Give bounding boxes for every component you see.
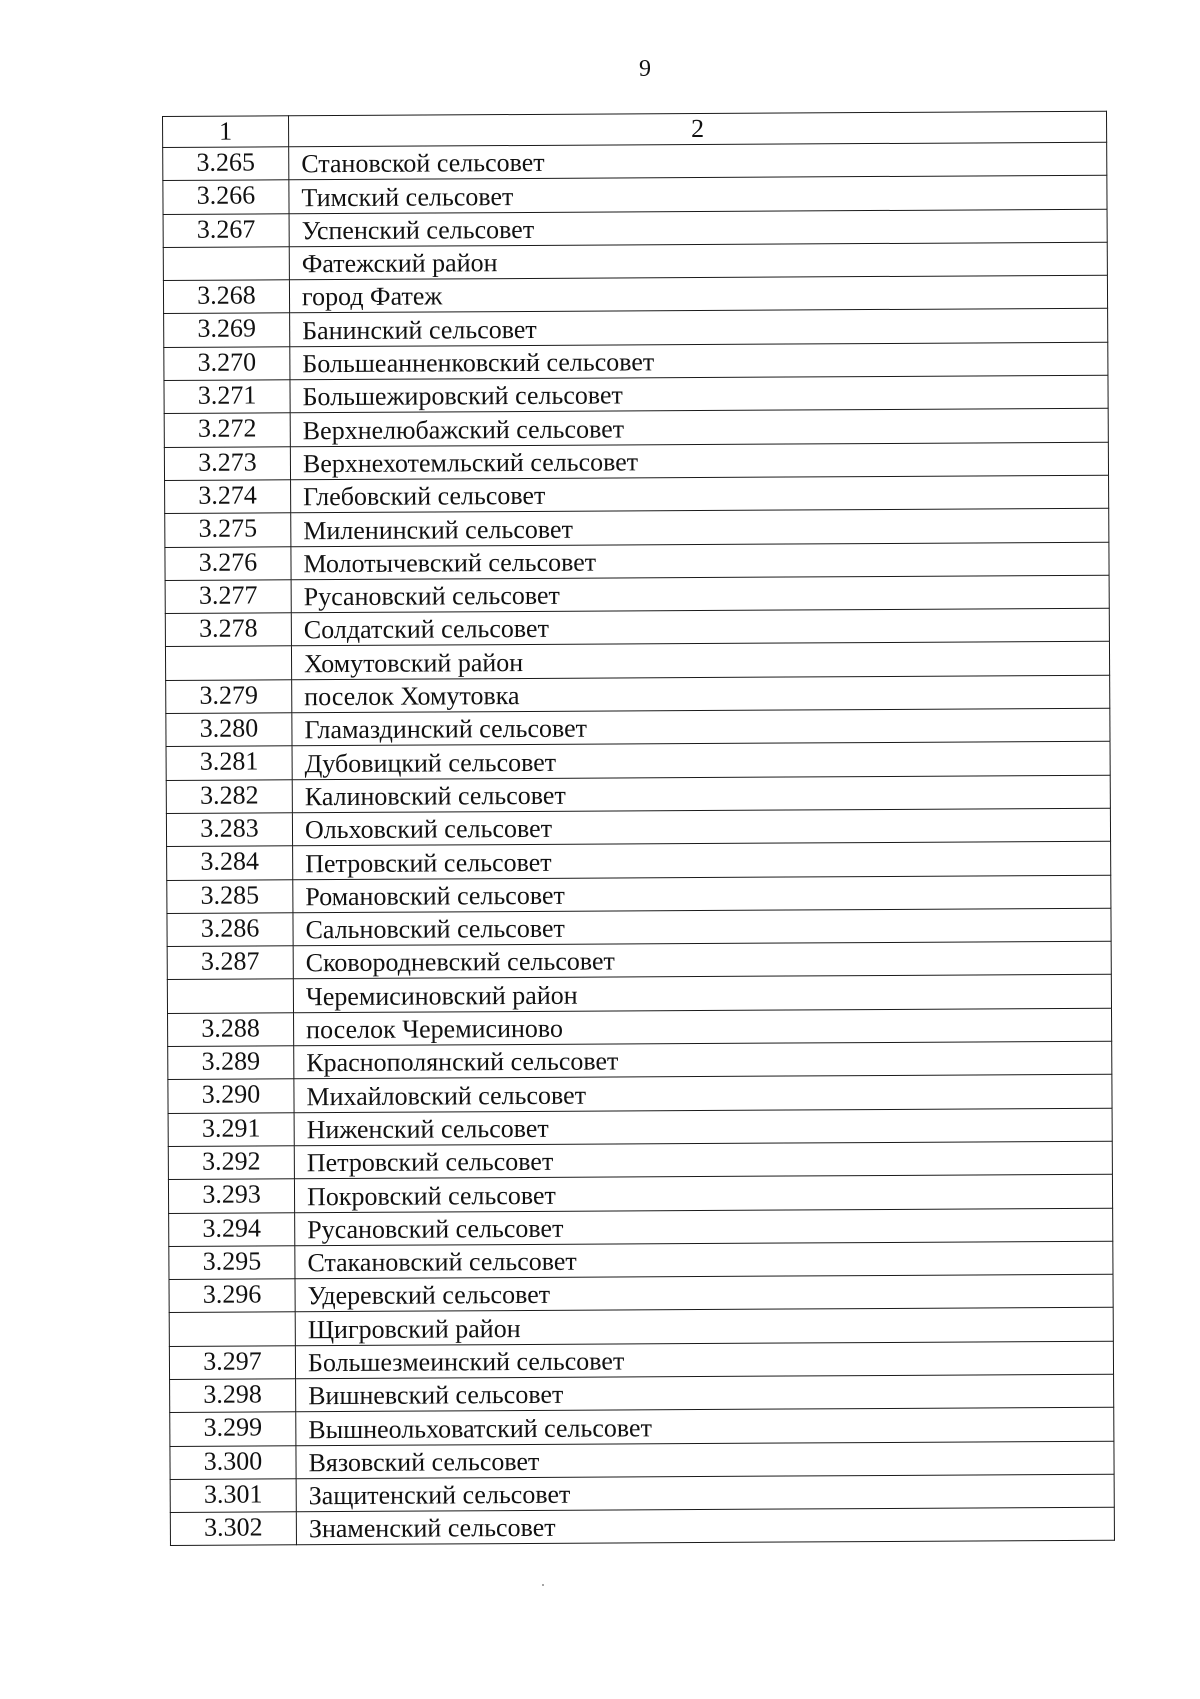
- table-row: [168, 1008, 1112, 1047]
- table-row: [168, 1075, 1112, 1114]
- column-header-number: 1: [163, 116, 289, 148]
- municipality-name: Солдатский сельсовет: [291, 608, 1109, 646]
- municipality-name: Миленинский сельсовет: [291, 508, 1109, 546]
- row-number: 3.296: [169, 1279, 295, 1313]
- row-number: 3.277: [165, 580, 291, 614]
- municipality-name: Защитенский сельсовет: [296, 1474, 1114, 1512]
- table-row: [165, 575, 1109, 614]
- table-row: [169, 1274, 1113, 1313]
- table-row: [168, 1174, 1112, 1213]
- table-row: [165, 475, 1109, 514]
- table-row: [166, 742, 1110, 781]
- municipality-name: Сальновский сельсовет: [293, 908, 1111, 946]
- municipality-name: Романовский сельсовет: [293, 875, 1111, 913]
- row-number: 3.286: [167, 913, 293, 947]
- municipality-name: Петровский сельсовет: [294, 1141, 1112, 1179]
- municipality-name: Глебовский сельсовет: [291, 475, 1109, 513]
- table-row: [166, 808, 1110, 847]
- row-number: 3.282: [166, 779, 292, 813]
- table-row: [170, 1441, 1114, 1480]
- row-number: 3.274: [165, 480, 291, 514]
- row-number: 3.287: [167, 946, 293, 980]
- row-number: 3.279: [166, 680, 292, 714]
- municipality-name: Вишневский сельсовет: [296, 1374, 1114, 1412]
- table-row: [168, 1141, 1112, 1180]
- row-number: 3.302: [170, 1512, 296, 1546]
- row-number: 3.280: [166, 713, 292, 747]
- district-name: Фатежский район: [289, 242, 1107, 280]
- municipality-name: Вязовский сельсовет: [296, 1441, 1114, 1479]
- table-row: [166, 775, 1110, 814]
- municipality-name: Покровский сельсовет: [294, 1174, 1112, 1212]
- municipality-name: Петровский сельсовет: [293, 841, 1111, 879]
- municipality-name: Ниженский сельсовет: [294, 1108, 1112, 1146]
- row-number: 3.273: [164, 446, 290, 480]
- table-row: [164, 342, 1108, 381]
- table-row: [164, 309, 1108, 348]
- table-row: [166, 675, 1110, 714]
- municipality-name: Верхнехотемльский сельсовет: [290, 442, 1108, 480]
- table-row: [164, 409, 1108, 448]
- row-number: 3.293: [168, 1179, 294, 1213]
- row-number: 3.299: [170, 1412, 296, 1446]
- municipality-name: Русановский сельсовет: [295, 1208, 1113, 1246]
- municipality-name: Михайловский сельсовет: [294, 1075, 1112, 1113]
- table-row: [164, 442, 1108, 481]
- municipality-name: Тимский сельсовет: [289, 176, 1107, 214]
- table-row: [167, 841, 1111, 880]
- municipalities-table: [162, 111, 1115, 1547]
- row-number: 3.294: [169, 1212, 295, 1246]
- table-row: [163, 176, 1107, 215]
- municipality-name: Большеанненковский сельсовет: [290, 342, 1108, 380]
- table-row: [170, 1474, 1114, 1513]
- row-number: 3.290: [168, 1079, 294, 1113]
- row-number: 3.300: [170, 1445, 296, 1479]
- row-number: 3.265: [163, 147, 289, 181]
- table-row: [167, 908, 1111, 947]
- municipality-name: Успенский сельсовет: [289, 209, 1107, 247]
- row-number: 3.272: [164, 413, 290, 447]
- column-header-name: 2: [289, 111, 1107, 147]
- row-number: 3.284: [167, 846, 293, 880]
- scan-speck: [542, 1584, 544, 1586]
- table-row: [164, 375, 1108, 414]
- table-row: [170, 1407, 1114, 1446]
- table-row: [170, 1374, 1114, 1413]
- table-row: [168, 1108, 1112, 1147]
- table-row: [163, 209, 1107, 248]
- municipality-name: Становской сельсовет: [289, 142, 1107, 180]
- row-number: 3.288: [168, 1012, 294, 1046]
- table-body: [163, 111, 1115, 1546]
- municipality-name: Сковородневский сельсовет: [293, 941, 1111, 979]
- page-number: 9: [639, 56, 651, 82]
- row-number: 3.292: [168, 1146, 294, 1180]
- municipality-name: поселок Черемисиново: [294, 1008, 1112, 1046]
- table-row: [168, 1041, 1112, 1080]
- table-row: [167, 941, 1111, 980]
- municipality-name: Удеревский сельсовет: [295, 1274, 1113, 1312]
- municipality-name: город Фатеж: [289, 275, 1107, 313]
- district-name: Хомутовский район: [291, 642, 1109, 680]
- municipality-name: поселок Хомутовка: [292, 675, 1110, 713]
- municipality-name: Банинский сельсовет: [290, 309, 1108, 347]
- municipality-name: Стакановский сельсовет: [295, 1241, 1113, 1279]
- table-row: [167, 875, 1111, 914]
- district-heading-row: [163, 242, 1107, 281]
- row-number: 3.271: [164, 380, 290, 414]
- row-number: 3.268: [163, 280, 289, 314]
- table-row: [163, 142, 1107, 181]
- table-row: [169, 1241, 1113, 1280]
- table-row: [165, 508, 1109, 547]
- district-heading-row: [165, 642, 1109, 681]
- table-row: [170, 1507, 1114, 1546]
- district-name: Щигровский район: [295, 1308, 1113, 1346]
- row-number: [169, 1312, 295, 1346]
- municipality-name: Вышнеольховатский сельсовет: [296, 1407, 1114, 1445]
- municipality-name: Знаменский сельсовет: [296, 1507, 1114, 1545]
- row-number: 3.289: [168, 1046, 294, 1080]
- row-number: 3.270: [164, 347, 290, 381]
- row-number: 3.266: [163, 180, 289, 214]
- municipality-name: Калиновский сельсовет: [292, 775, 1110, 813]
- municipality-name: Верхнелюбажский сельсовет: [290, 409, 1108, 447]
- table-row: [165, 608, 1109, 647]
- district-heading-row: [169, 1308, 1113, 1347]
- row-number: 3.269: [164, 313, 290, 347]
- row-number: 3.278: [165, 613, 291, 647]
- district-heading-row: [167, 975, 1111, 1014]
- municipality-name: Дубовицкий сельсовет: [292, 742, 1110, 780]
- row-number: 3.285: [167, 879, 293, 913]
- municipality-name: Большежировский сельсовет: [290, 375, 1108, 413]
- municipality-name: Ольховский сельсовет: [292, 808, 1110, 846]
- table-row: [169, 1208, 1113, 1247]
- district-name: Черемисиновский район: [293, 975, 1111, 1013]
- municipality-name: Большезмеинский сельсовет: [295, 1341, 1113, 1379]
- row-number: 3.297: [169, 1345, 295, 1379]
- table-row: [166, 708, 1110, 747]
- row-number: [167, 979, 293, 1013]
- table-row: [163, 275, 1107, 314]
- table-row: [169, 1341, 1113, 1380]
- row-number: 3.275: [165, 513, 291, 547]
- municipality-name: Молотычевский сельсовет: [291, 542, 1109, 580]
- row-number: 3.291: [168, 1112, 294, 1146]
- row-number: 3.267: [163, 213, 289, 247]
- row-number: 3.276: [165, 546, 291, 580]
- row-number: 3.295: [169, 1246, 295, 1280]
- municipality-name: Русановский сельсовет: [291, 575, 1109, 613]
- table-row: [165, 542, 1109, 581]
- row-number: 3.283: [166, 813, 292, 847]
- municipality-name: Краснополянский сельсовет: [294, 1041, 1112, 1079]
- row-number: 3.301: [170, 1479, 296, 1513]
- row-number: [163, 247, 289, 281]
- row-number: 3.298: [170, 1379, 296, 1413]
- row-number: 3.281: [166, 746, 292, 780]
- row-number: [165, 646, 291, 680]
- municipality-name: Гламаздинский сельсовет: [292, 708, 1110, 746]
